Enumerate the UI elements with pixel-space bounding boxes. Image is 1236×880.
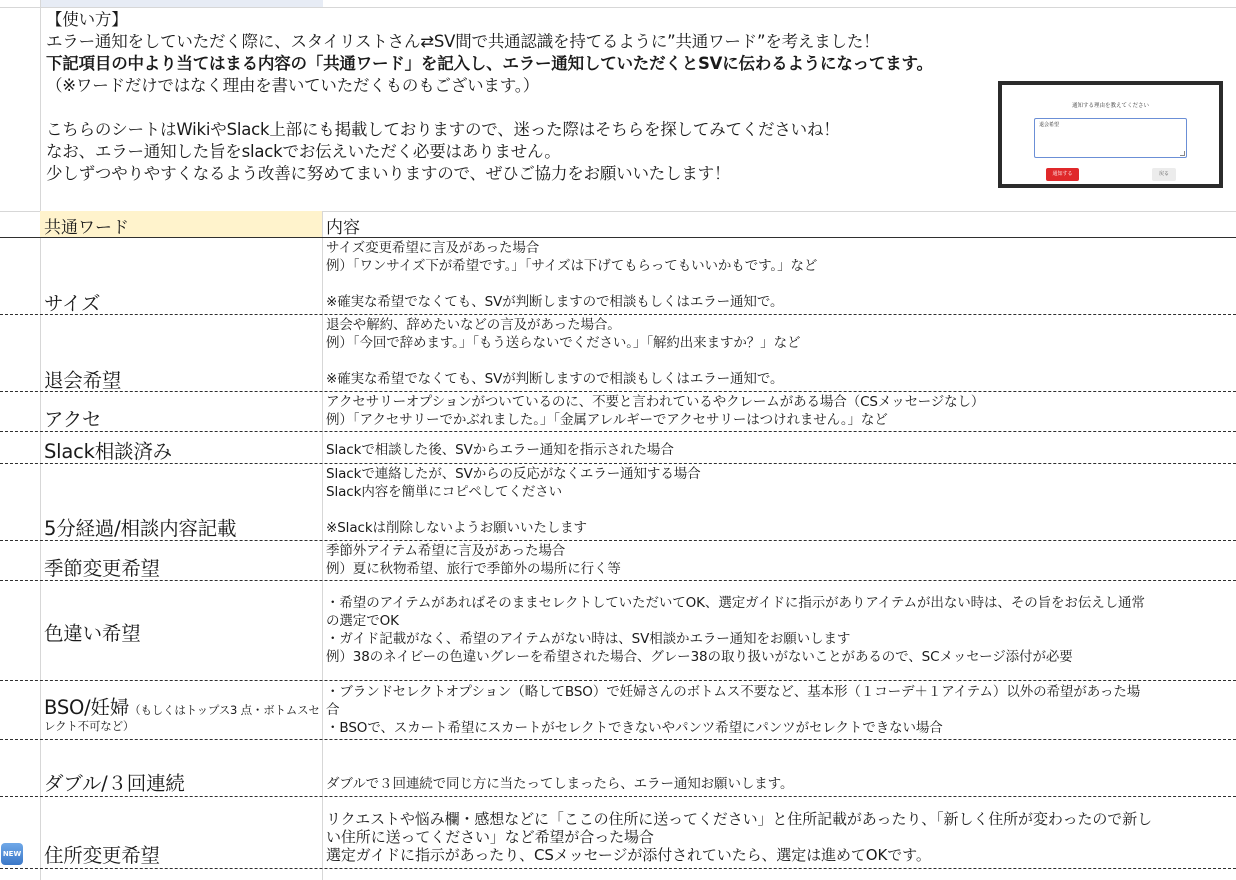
content-line: 例）夏に秋物希望、旅行で季節外の場所に行く等 <box>326 561 621 577</box>
row-word: 色違い希望 <box>44 622 141 645</box>
content-line: ・希望のアイテムがあればそのままセレクトしていただいてOK、選定ガイドに指示がありアイテムが出ない時は、その旨をお伝えし通常 <box>326 595 1145 611</box>
row-word: サイズ <box>44 292 101 315</box>
header-content: 内容 <box>326 218 360 238</box>
preview-title: 通知する理由を教えてください <box>1071 103 1149 109</box>
row-content <box>326 810 1226 864</box>
row-content <box>326 239 1226 311</box>
table-row <box>0 740 1236 797</box>
row-word: 住所変更希望 <box>44 844 160 867</box>
content-line: Slackで相談した後、SVからエラー通知を指示された場合 <box>326 442 674 458</box>
row-divider <box>0 7 1236 8</box>
row-word: 季節変更希望 <box>44 557 160 580</box>
row-word: 5分経過/相談内容記載 <box>44 517 237 540</box>
row-content <box>326 683 1226 737</box>
content-line: サイズ変更希望に言及があった場合 <box>326 240 540 256</box>
table-row <box>0 541 1236 581</box>
content-line: 例）38のネイビーの色違いグレーを希望された場合、グレー38の取り扱いがないことがあるので、SCメッセージ添付が必要 <box>326 649 1073 665</box>
content-line: の選定でOK <box>326 613 399 629</box>
content-line: い住所に送ってください」など希望が合った場合 <box>326 828 654 846</box>
instructions-heading: 【使い方】 <box>46 10 128 29</box>
resize-grip-icon <box>1180 151 1185 156</box>
header-word: 共通ワード <box>44 218 129 238</box>
row-word: 退会希望 <box>44 369 122 392</box>
content-line: ・BSOで、スカート希望にスカートがセレクトできないやパンツ希望にパンツがセレクトできない場合 <box>326 720 943 736</box>
content-line: ダブルで３回連続で同じ方に当たってしまったら、エラー通知お願いします。 <box>326 776 794 792</box>
row-word: Slack相談済み <box>44 440 172 463</box>
content-line: 季節外アイテム希望に言及があった場合 <box>326 543 566 559</box>
row-content <box>326 393 1226 429</box>
row-word: ダブル/３回連続 <box>44 772 185 795</box>
content-line: ※確実な希望でなくても、SVが判断しますので相談もしくはエラー通知で。 <box>326 294 784 310</box>
content-line: ※確実な希望でなくても、SVが判断しますので相談もしくはエラー通知で。 <box>326 371 784 387</box>
content-line <box>326 275 1226 293</box>
row-word <box>44 696 320 733</box>
instructions-bold-line: 下記項目の中より当てはまる内容の「共通ワード」を記入し、エラー通知していただくとSVに伝わるようになってます。 <box>46 54 933 73</box>
content-line: ※Slackは削除しないようお願いいたします <box>326 520 587 536</box>
preview-send-button: 通知する <box>1046 168 1079 181</box>
instructions-line: なお、エラー通知した旨をslackでお伝えいただく必要はありません。 <box>46 142 561 161</box>
instructions-line: エラー通知をしていただく際に、スタイリストさん⇄SV間で共通認識を持てるように”共通ワード”を考えました！ <box>46 32 880 51</box>
row-word-main: BSO/妊婦 <box>44 696 130 719</box>
instructions-line: （※ワードだけではなく理由を書いていただくものもございます。） <box>46 76 540 95</box>
instructions <box>46 9 1036 185</box>
content-line: アクセサリーオプションがついているのに、不要と言われているやクレームがある場合（CSメッセージなし） <box>326 394 985 410</box>
content-line: 選定ガイドに指示があったり、CSメッセージが添付されていたら、選定は進めてOKです。 <box>326 846 931 864</box>
preview-reason-textarea <box>1034 118 1187 158</box>
row-content <box>326 542 1226 578</box>
table-row <box>0 238 1236 315</box>
table-row <box>0 681 1236 740</box>
new-badge-icon: NEW <box>1 843 23 865</box>
row-content <box>326 316 1226 388</box>
content-line: ・ガイド記載がなく、希望のアイテムがない時は、SV相談かエラー通知をお願いします <box>326 631 851 647</box>
content-line: 例）「ワンサイズ下が希望です。」「サイズは下げてもらってもいいかもです。」など <box>326 258 818 274</box>
table-row <box>0 315 1236 392</box>
preview-textarea-value: 退会希望 <box>1039 122 1060 128</box>
content-line: Slackで連絡したが、SVからの反応がなくエラー通知する場合 <box>326 466 701 482</box>
content-line <box>326 352 1226 370</box>
instructions-line: 少しずつやりやすくなるよう改善に努めてまいりますので、ぜひご協力をお願いいたします！ <box>46 164 731 183</box>
table-row <box>0 392 1236 432</box>
row-content <box>326 465 1226 537</box>
row-content <box>326 594 1226 666</box>
table-row <box>0 432 1236 464</box>
content-line: 例）「アクセサリーでかぶれました。」「金属アレルギーでアクセサリーはつけれません。」など <box>326 412 888 428</box>
content-line: Slack内容を簡単にコピペしてください <box>326 484 563 500</box>
row-word: アクセ <box>44 408 102 431</box>
table-row <box>0 797 1236 869</box>
table-row <box>0 464 1236 541</box>
content-line: 合 <box>326 702 340 718</box>
row-content <box>326 775 1226 793</box>
content-line: 例）「今回で辞めます。」「もう送らないでください。」「解約出来ますか？」など <box>326 335 801 351</box>
notification-dialog-preview <box>998 81 1223 188</box>
selected-column-strip <box>40 0 323 7</box>
row-word-note: （もしくはトップス3 点・ボトムスセレクト不可など） <box>44 703 320 733</box>
content-line: ・ブランドセレクトオプション（略してBSO）で妊婦さんのボトムス不要など、基本形（１コーデ＋１アイテム）以外の希望があった場 <box>326 684 1141 700</box>
preview-back-button: 戻る <box>1152 168 1176 181</box>
table-row <box>0 581 1236 681</box>
instructions-line: こちらのシートはWikiやSlack上部にも掲載しておりますので、迷った際はそちらを探してみてくださいね！ <box>46 120 840 139</box>
content-line: 退会や解約、辞めたいなどの言及があった場合。 <box>326 317 621 333</box>
row-content <box>326 441 1226 459</box>
content-line <box>326 501 1226 519</box>
content-line: リクエストや悩み欄・感想などに「ここの住所に送ってください」と住所記載があったり、「新しく住所が変わったので新し <box>326 810 1153 828</box>
